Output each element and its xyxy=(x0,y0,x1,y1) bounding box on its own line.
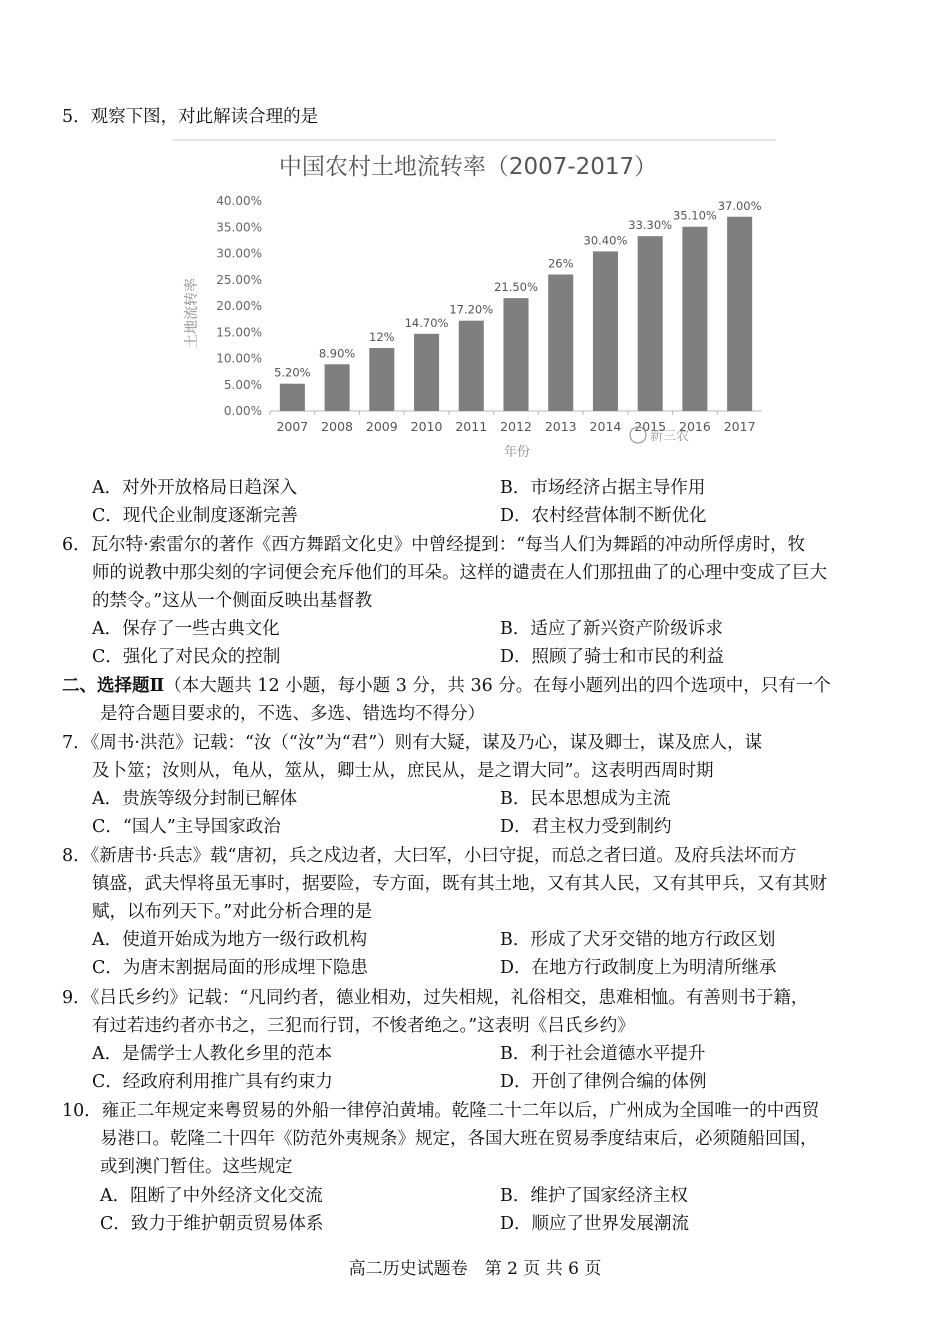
y-tick-label: 15.00% xyxy=(216,325,262,340)
q5-option-d: D．农村经营体制不断优化 xyxy=(500,506,707,526)
bar-2017 xyxy=(727,217,752,411)
data-label-2011: 17.20% xyxy=(449,302,494,317)
q5-option-b: B．市场经济占据主导作用 xyxy=(500,478,706,498)
q6-line-1: 6．瓦尔特·索雷尔的著作《西方舞蹈文化史》中曾经提到：“每当人们为舞蹈的冲动所俘虏时，牧 xyxy=(62,535,806,555)
q8-option-a: A．使道开始成为地方一级行政机构 xyxy=(92,930,368,950)
y-tick-label: 10.00% xyxy=(216,351,262,366)
x-tick-label-2013: 2013 xyxy=(544,419,577,434)
bar-2015 xyxy=(638,236,663,411)
q8-line-2: 镇盛，武夫悍将虽无事时，据要险，专方面，既有其土地，又有其人民，又有其甲兵，又有其财 xyxy=(92,874,827,894)
data-label-2008: 8.90% xyxy=(318,346,356,361)
q7-line-2: 及卜筮；汝则从，龟从，筮从，卿士从，庶民从，是之谓大同”。这表明西周时期 xyxy=(92,761,714,781)
data-label-2014: 30.40% xyxy=(583,233,628,248)
q9-line-1: 9．《吕氏乡约》记载：“凡同约者，德业相劝，过失相规，礼俗相交，患难相恤。有善则书于籍， xyxy=(62,988,809,1008)
bar-2010 xyxy=(414,334,439,411)
q5-stem: 5．观察下图，对此解读合理的是 xyxy=(62,107,319,127)
data-label-2015: 33.30% xyxy=(628,218,673,233)
q9-option-a: A．是儒学士人教化乡里的范本 xyxy=(92,1044,333,1064)
q10-option-d: D．顺应了世界发展潮流 xyxy=(500,1214,690,1234)
q5-option-c: C．现代企业制度逐渐完善 xyxy=(92,506,298,526)
bar-2016 xyxy=(682,227,707,411)
q10-option-b: B．维护了国家经济主权 xyxy=(500,1186,688,1206)
bar-2007 xyxy=(280,384,305,411)
x-tick-label-2008: 2008 xyxy=(321,419,353,434)
y-tick-label: 30.00% xyxy=(216,246,262,261)
x-tick-label-2012: 2012 xyxy=(500,419,532,434)
y-tick-label: 40.00% xyxy=(216,194,262,208)
q9-option-c: C．经政府利用推广具有约束力 xyxy=(92,1072,333,1092)
q6-line-3: 的禁令。”这从一个侧面反映出基督教 xyxy=(92,591,373,611)
x-tick-label-2009: 2009 xyxy=(365,419,398,434)
bar-2009 xyxy=(369,348,394,411)
bar-2012 xyxy=(503,298,528,411)
chart-xlabel: 年份 xyxy=(503,445,531,460)
bar-2008 xyxy=(325,364,350,411)
y-tick-label: 20.00% xyxy=(216,299,262,313)
q7-option-b: B．民本思想成为主流 xyxy=(500,789,671,809)
q7-option-c: C．“国人”主导国家政治 xyxy=(92,817,281,837)
chart-title: 中国农村土地流转率（2007-2017） xyxy=(278,154,658,180)
q8-option-c: C．为唐末割据局面的形成埋下隐患 xyxy=(92,958,368,978)
data-label-2012: 21.50% xyxy=(494,280,538,295)
q10-line-2: 易港口。乾隆二十四年《防范外夷规条》规定，各国大班在贸易季度结束后，必须随船回国， xyxy=(100,1129,818,1149)
bar-2011 xyxy=(459,321,484,411)
q10-line-1: 10．雍正二年规定来粤贸易的外船一律停泊黄埔。乾隆二十二年以后，广州成为全国唯一的中西贸 xyxy=(62,1101,820,1121)
x-tick-label-2007: 2007 xyxy=(276,419,309,434)
q10-option-c: C．致力于维护朝贡贸易体系 xyxy=(100,1214,324,1234)
bar-2014 xyxy=(593,251,618,411)
section2-desc-1: （本大题共 12 小题，每小题 3 分，共 36 分。在每小题列出的四个选项中，只有一个 xyxy=(164,676,831,696)
x-tick-label-2010: 2010 xyxy=(410,419,443,434)
y-tick-label: 25.00% xyxy=(216,272,262,287)
data-label-2009: 12% xyxy=(369,330,395,344)
data-label-2007: 5.20% xyxy=(274,365,311,380)
section2-heading xyxy=(62,672,831,700)
q9-option-b: B．利于社会道德水平提升 xyxy=(500,1044,706,1064)
q7-option-a: A．贵族等级分封制已解体 xyxy=(92,789,298,809)
q10-option-a: A．阻断了中外经济文化交流 xyxy=(100,1186,323,1206)
y-tick-label: 5.00% xyxy=(223,377,262,392)
data-label-2016: 35.10% xyxy=(672,208,717,223)
q8-option-b: B．形成了犬牙交错的地方行政区划 xyxy=(500,930,776,950)
q6-option-d: D．照顾了骑士和市民的利益 xyxy=(500,647,725,667)
chart-ylabel: 土地流转率 xyxy=(184,278,200,348)
q8-line-1: 8．《新唐书·兵志》载“唐初，兵之戍边者，大曰军，小曰守捉，而总之者曰道。及府兵法坏而方 xyxy=(62,846,797,866)
q9-line-2: 有过若违约者亦书之，三犯而行罚，不悛者绝之。”这表明《吕氏乡约》 xyxy=(92,1016,635,1036)
q10-line-3: 或到澳门暂住。这些规定 xyxy=(100,1157,293,1177)
q8-line-3: 赋，以布列天下。”对此分析合理的是 xyxy=(92,902,373,922)
data-label-2013: 26% xyxy=(547,256,574,271)
x-tick-label-2014: 2014 xyxy=(589,419,622,434)
bar-2013 xyxy=(548,275,573,412)
q6-option-c: C．强化了对民众的控制 xyxy=(92,647,281,667)
q6-option-b: B．适应了新兴资产阶级诉求 xyxy=(500,619,723,639)
x-tick-label-2011: 2011 xyxy=(455,419,488,434)
q5-option-a: A．对外开放格局日趋深入 xyxy=(92,478,298,498)
q9-option-d: D．开创了律例合编的体例 xyxy=(500,1072,707,1092)
x-tick-label-2015: 2015 xyxy=(634,419,667,434)
y-tick-label: 0.00% xyxy=(223,404,262,418)
q6-line-2: 师的说教中那尖刻的字词便会充斥他们的耳朵。这样的谴责在人们那扭曲了的心理中变成了巨大 xyxy=(92,563,827,583)
data-label-2010: 14.70% xyxy=(404,315,449,330)
section2-title: 二、选择题Ⅱ xyxy=(62,676,165,696)
section2-desc-2: 是符合题目要求的，不选、多选、错选均不得分） xyxy=(100,704,485,724)
watermark-text: 新三农 xyxy=(650,429,690,444)
q7-line-1: 7．《周书·洪范》记载：“汝（“汝”为“君”）则有大疑，谋及乃心，谋及卿士，谋及庶人，谋 xyxy=(62,733,763,753)
q6-option-a: A．保存了一些古典文化 xyxy=(92,619,280,639)
q8-option-d: D．在地方行政制度上为明清所继承 xyxy=(500,958,777,978)
x-tick-label-2016: 2016 xyxy=(679,419,711,434)
data-label-2017: 37.00% xyxy=(717,198,762,213)
y-tick-label: 35.00% xyxy=(216,220,262,235)
land-transfer-rate-chart xyxy=(172,138,776,462)
q7-option-d: D．君主权力受到制约 xyxy=(500,817,672,837)
page-footer: 高二历史试题卷 第 2 页 共 6 页 xyxy=(348,1259,602,1279)
x-tick-label-2017: 2017 xyxy=(723,419,756,434)
